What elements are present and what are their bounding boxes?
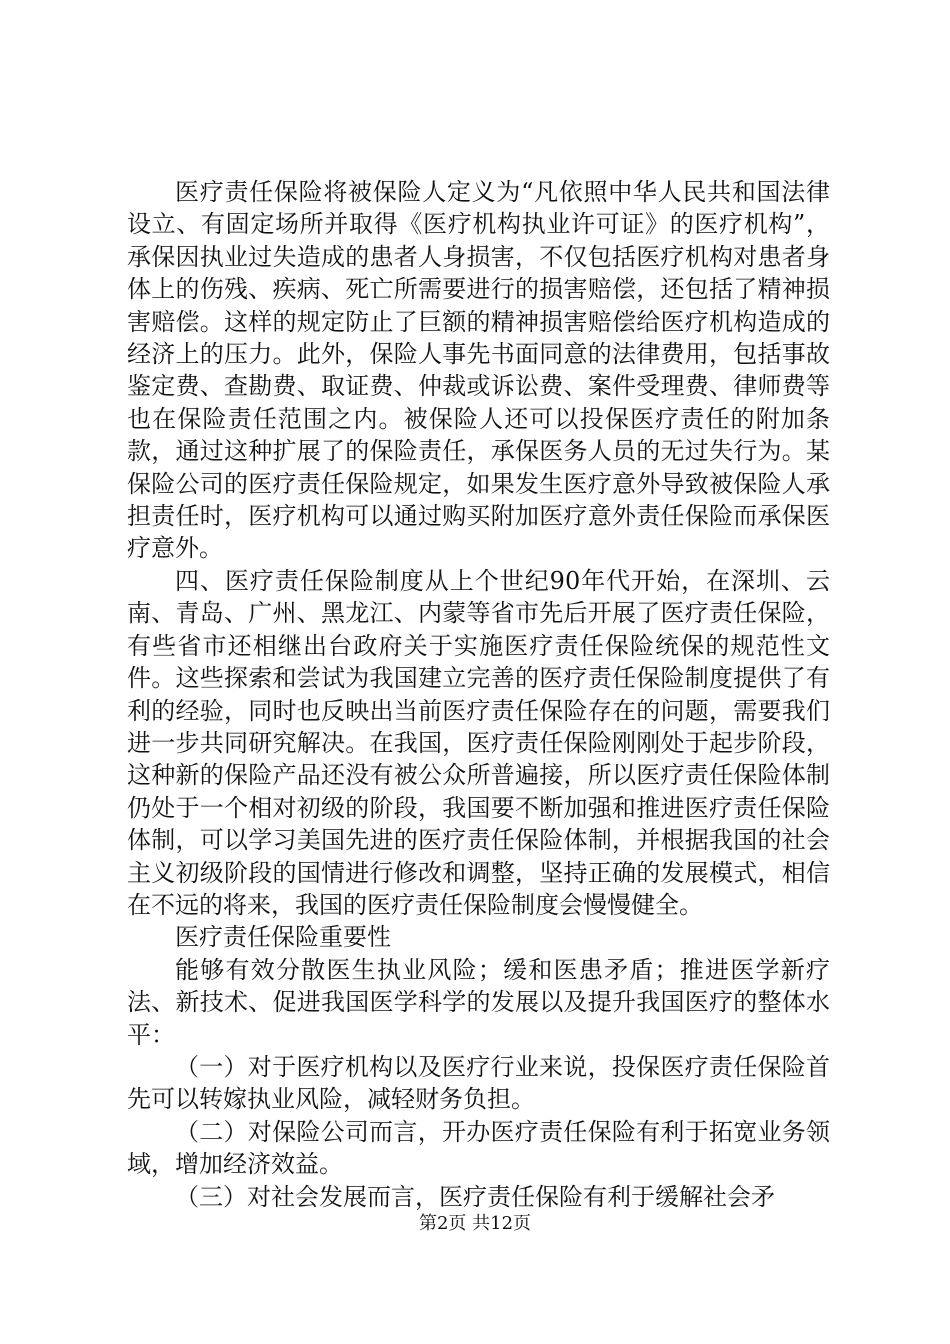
paragraph-section-four: 四、医疗责任保险制度从上个世纪90年代开始，在深圳、云南、青岛、广州、黑龙江、内蒙等省市先后开展了医疗责任保险，有些省市还相继出台政府关于实施医疗责任保险统保的规范性文件。这些探索和尝试为我国建立完善的医疗责任保险制度提供了有利的经验，同时也反映出当前医疗责任保险存在的问题，需要我们进一步共同研究解决。在我国，医疗责任保险刚刚处于起步阶段，这种新的保险产品还没有被公众所普遍接，所以医疗责任保险体制仍处于一个相对初级的阶段，我国要不断加强和推进医疗责任保险体制，可以学习美国先进的医疗责任保险体制，并根据我国的社会主义初级阶段的国情进行修改和调整，坚持正确的发展模式，相信在不远的将来，我国的医疗责任保险制度会慢慢健全。 <box>127 566 830 919</box>
section-heading-importance: 医疗责任保险重要性 <box>175 923 391 952</box>
paragraph-insured-definition: 医疗责任保险将被保险人定义为“凡依照中华人民共和国法律设立、有固定场所并取得《医疗机构执业许可证》的医疗机构”，承保因执业过失造成的患者人身损害，不仅包括医疗机构对患者身体上的伤残、疾病、死亡所需要进行的损害赔偿，还包括了精神损害赔偿。这样的规定防止了巨额的精神损害赔偿给医疗机构造成的经济上的压力。此外，保险人事先书面同意的法律费用，包括事故鉴定费、查勘费、取证费、仲裁或诉讼费、案件受理费、律师费等也在保险责任范围之内。被保险人还可以投保医疗责任的附加条款，通过这种扩展了的保险责任，承保医务人员的无过失行为。某保险公司的医疗责任保险规定，如果发生医疗意外导致被保险人承担责任时，医疗机构可以通过购买附加医疗意外责任保险而承保医疗意外。 <box>127 178 830 563</box>
paragraph-item-one: （一）对于医疗机构以及医疗行业来说，投保医疗责任保险首先可以转嫁执业风险，减轻财务负担。 <box>127 1052 830 1114</box>
page-footer: 第2页 共12页 <box>418 1213 532 1234</box>
document-body <box>127 176 830 1213</box>
paragraph-item-two: （二）对保险公司而言，开办医疗责任保险有利于拓宽业务领域，增加经济效益。 <box>127 1117 830 1179</box>
paragraph-importance-summary: 能够有效分散医生执业风险；缓和医患矛盾；推进医学新疗法、新技术、促进我国医学科学的发展以及提升我国医疗的整体水平： <box>127 955 830 1049</box>
paragraph-item-three: （三）对社会发展而言，医疗责任保险有利于缓解社会矛 <box>175 1182 775 1211</box>
